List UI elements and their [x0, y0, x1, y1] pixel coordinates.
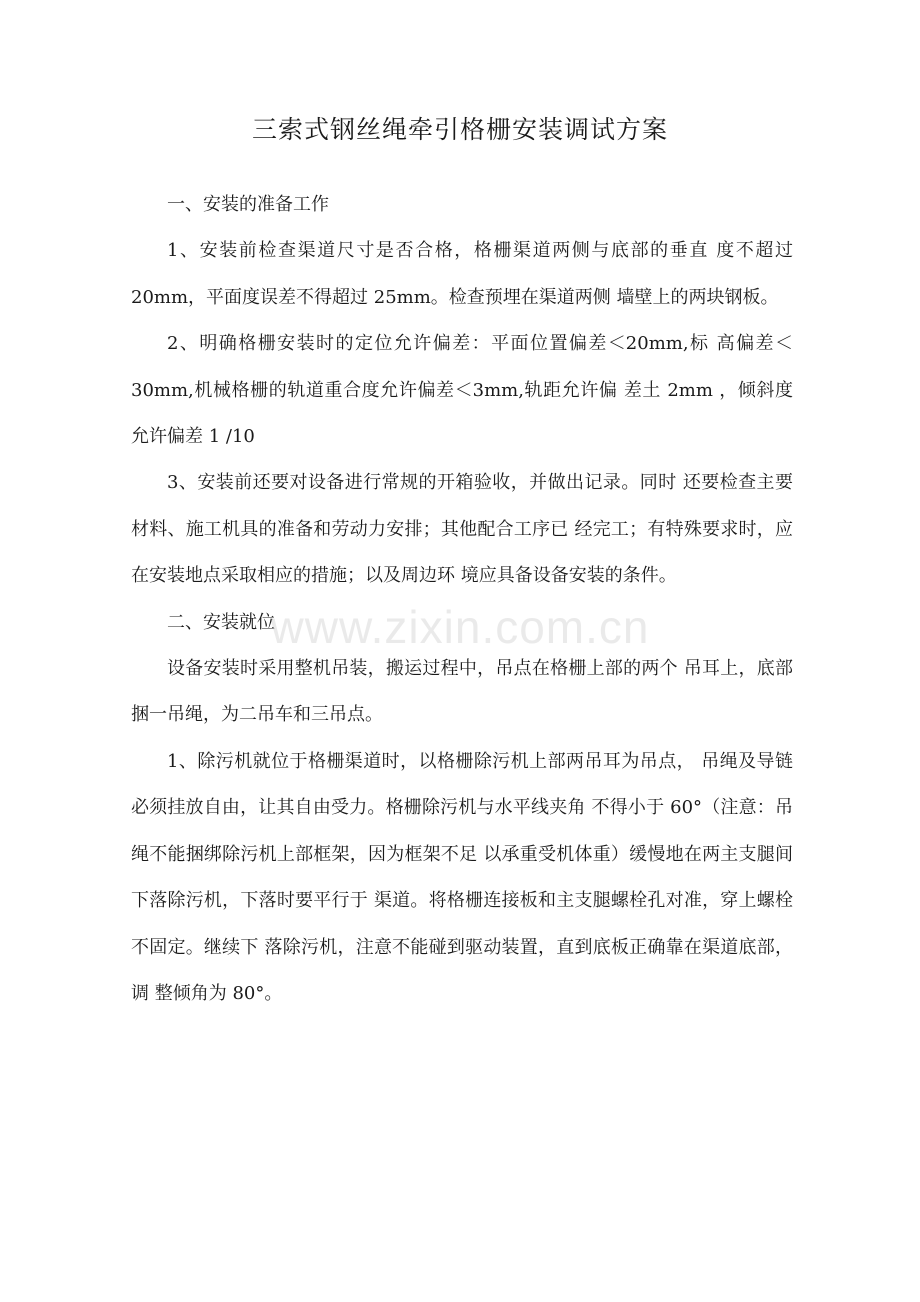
watermark: www.zixin.com.cn: [270, 601, 650, 653]
paragraph-hoisting-method: 设备安装时采用整机吊装，搬运过程中，吊点在格栅上部的两个 吊耳上，底部捆一吊绳，为二吊车和三吊点。: [131, 658, 793, 726]
document-body: [131, 182, 793, 1017]
document-title: 三索式钢丝绳牵引格栅安装调试方案: [251, 115, 668, 144]
paragraph-item-3-inspection: 3、安装前还要对设备进行常规的开箱验收，并做出记录。同时 还要检查主要材料、施工机具的准备和劳动力安排；其他配合工序已 经完工；有特殊要求时，应在安装地点采取相应的措施；以及周边环 境应具备设备安装的条件。: [131, 472, 793, 587]
paragraph-item-2-tolerances: 2、明确格栅安装时的定位允许偏差：平面位置偏差＜20mm,标 高偏差＜30mm,机械格栅的轨道重合度允许偏差＜3mm,轨距允许偏 差土 2mm ，倾斜度允许偏差 1 /10: [131, 333, 793, 448]
paragraph-item-1-positioning: 1、除污机就位于格栅渠道时，以格栅除污机上部两吊耳为吊点， 吊绳及导链必须挂放自由，让其自由受力。格栅除污机与水平线夹角 不得小于 60°（注意：吊绳不能捆绑除污机上部框架，因为框架不足 以承重受机体重）缓慢地在两主支腿间下落除污机，下落时要平行于 渠道。将格栅连接板和主支腿螺栓孔对准，穿上螺栓不固定。继续下 落除污机，注意不能碰到驱动装置，直到底板正确靠在渠道底部，调 整倾角为 80°。: [131, 750, 793, 1004]
section-heading-installation: 二、安装就位: [167, 611, 275, 633]
section-heading-preparation: 一、安装的准备工作: [167, 194, 329, 215]
paragraph-item-1-dimension-check: 1、安装前检查渠道尺寸是否合格，格栅渠道两侧与底部的垂直 度不超过 20mm，平面度误差不得超过 25mm。检查预埋在渠道两侧 墙壁上的两块钢板。: [131, 240, 793, 308]
